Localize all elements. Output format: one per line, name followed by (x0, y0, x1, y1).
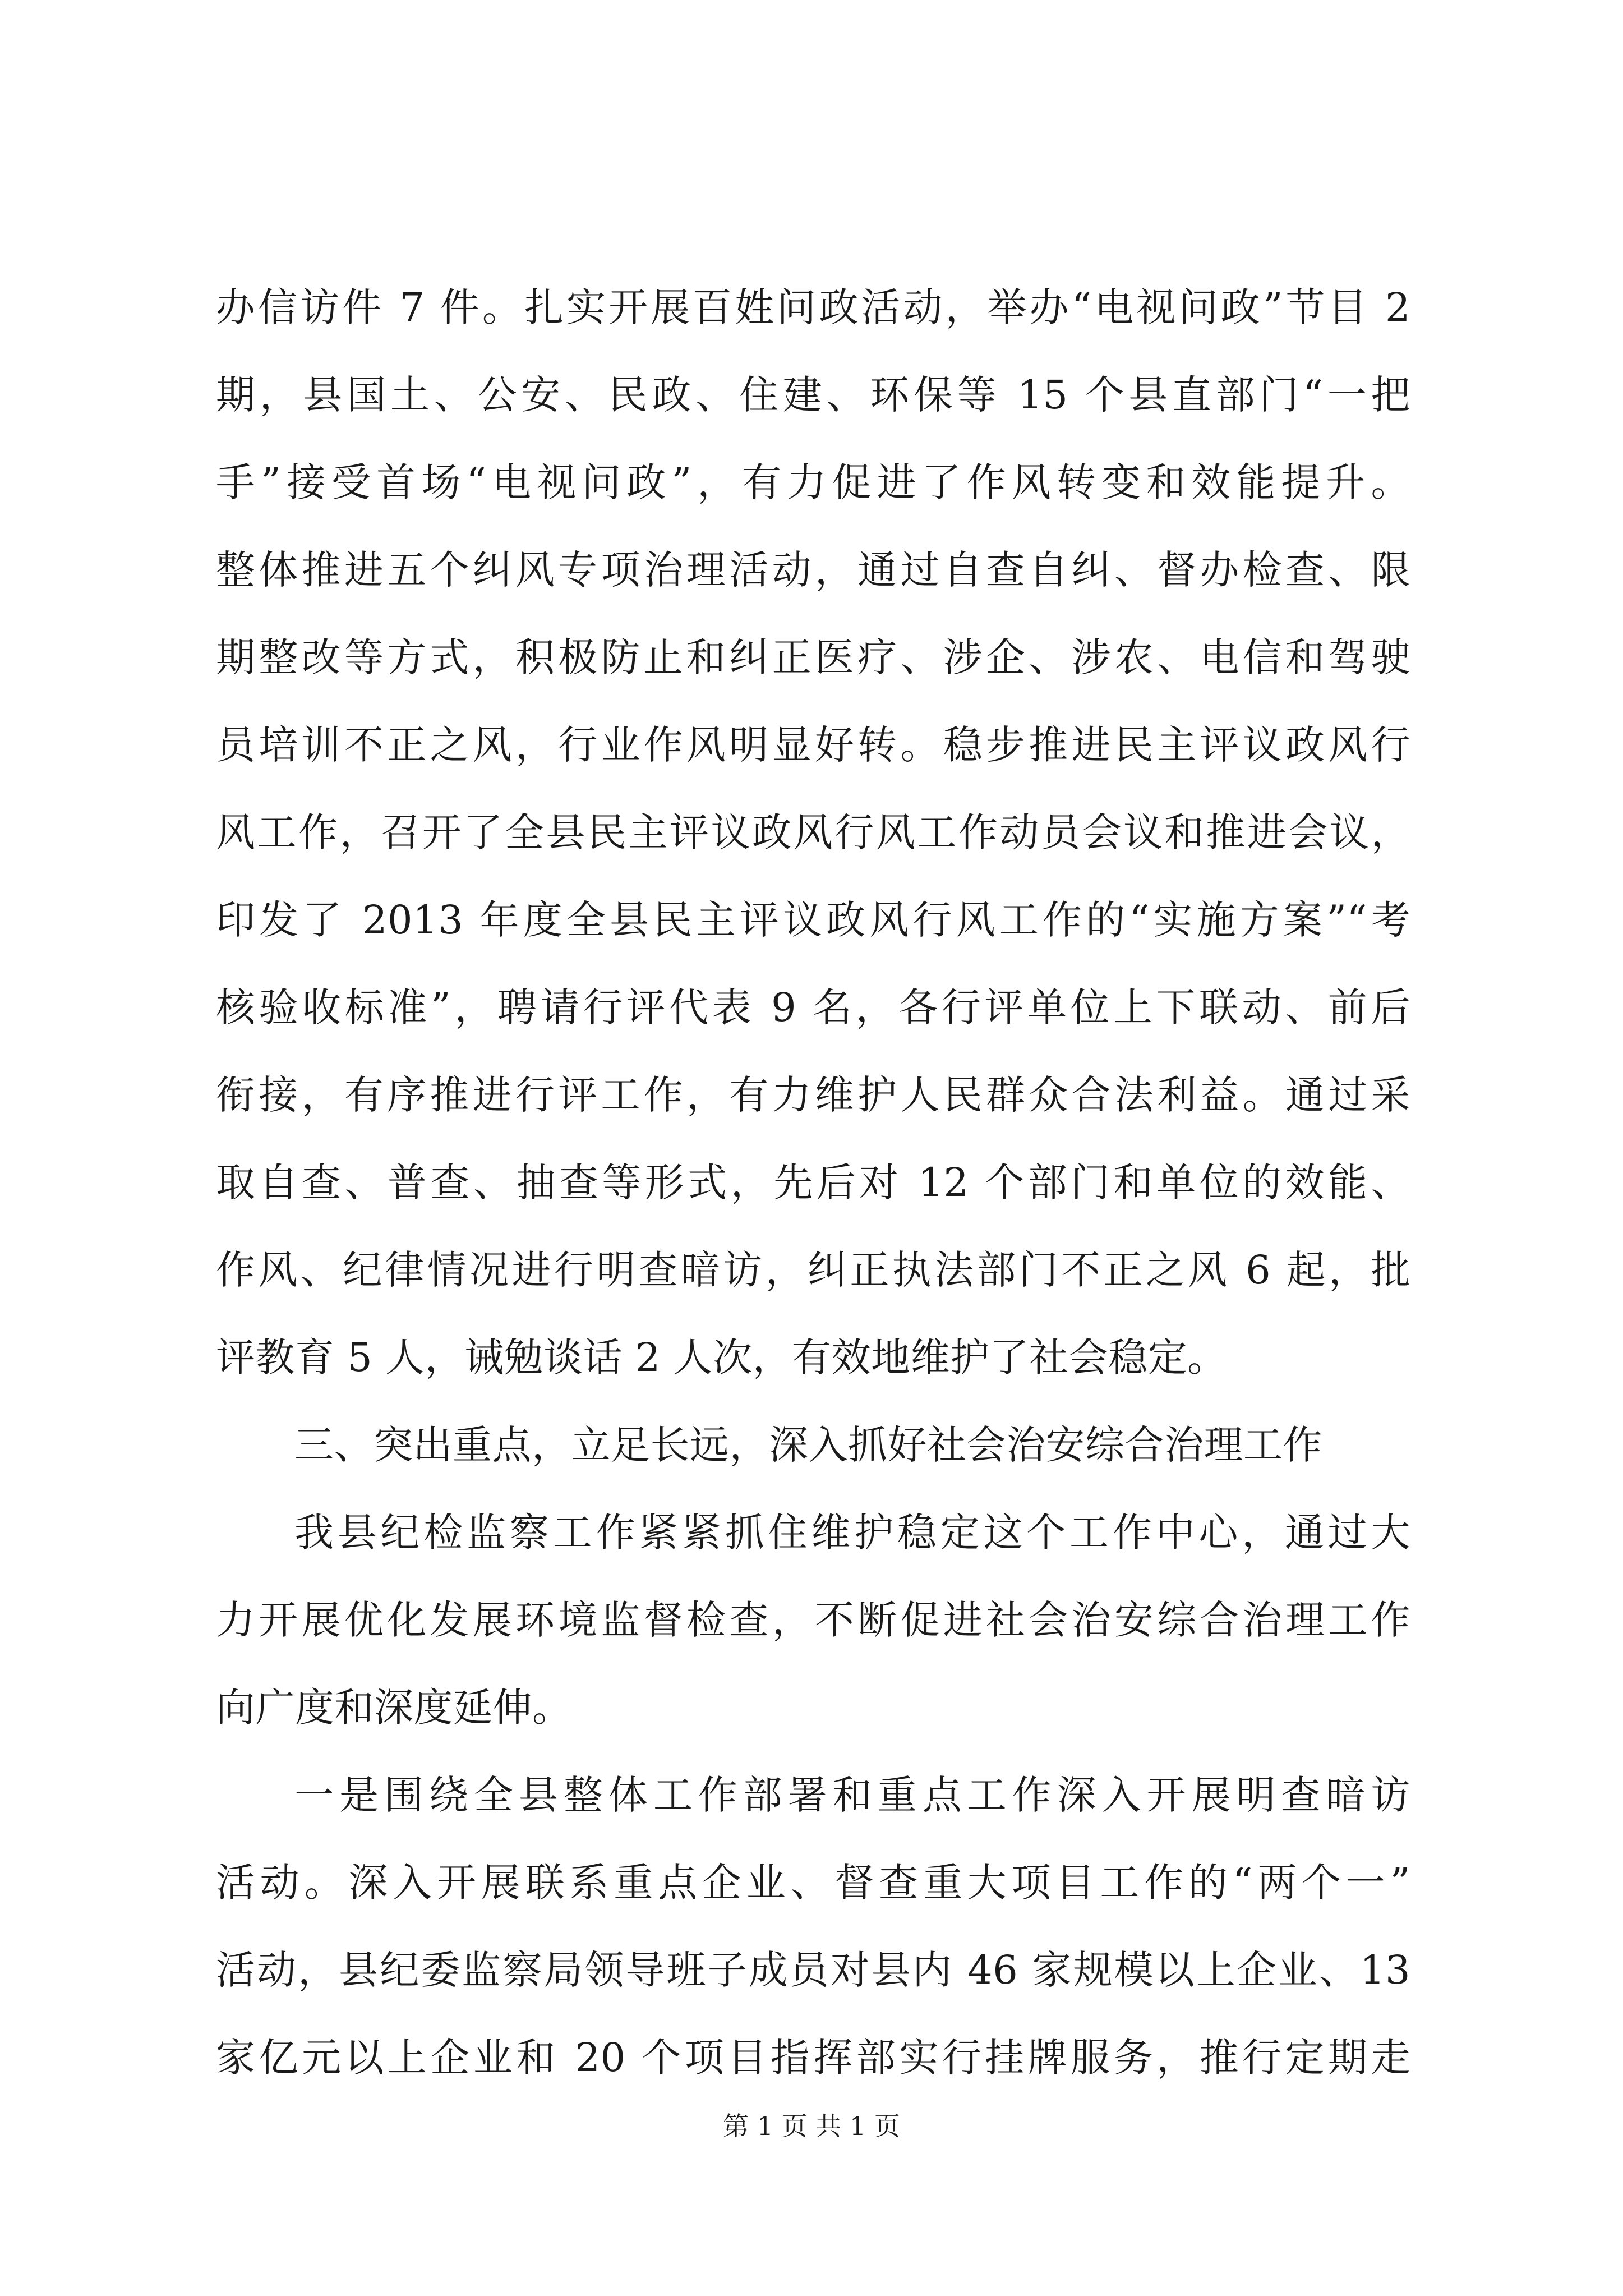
text-line: 手”接受首场“电视问政”，有力促进了作风转变和效能提升。 (216, 459, 1410, 505)
text-line: 活动。深入开展联系重点企业、督查重大项目工作的“两个一” (216, 1860, 1410, 1906)
text-line: 一是围绕全县整体工作部署和重点工作深入开展明查暗访 (294, 1772, 1410, 1818)
text-line: 家亿元以上企业和 20 个项目指挥部实行挂牌服务，推行定期走 (216, 2035, 1410, 2081)
text-line: 衔接，有序推进行评工作，有力维护人民群众合法利益。通过采 (216, 1072, 1410, 1118)
text-line: 力开展优化发展环境监督检查，不断促进社会治安综合治理工作 (216, 1597, 1410, 1643)
text-line: 办信访件 7 件。扎实开展百姓问政活动，举办“电视问政”节目 2 (216, 284, 1410, 330)
text-line: 活动，县纪委监察局领导班子成员对县内 46 家规模以上企业、13 (216, 1947, 1410, 1993)
text-line: 期，县国土、公安、民政、住建、环保等 15 个县直部门“一把 (216, 372, 1410, 418)
text-line: 期整改等方式，积极防止和纠正医疗、涉企、涉农、电信和驾驶 (216, 634, 1410, 680)
text-line: 我县纪检监察工作紧紧抓住维护稳定这个工作中心，通过大 (294, 1510, 1410, 1556)
text-line: 向广度和深度延伸。 (216, 1685, 572, 1731)
body-text (216, 264, 1410, 2101)
text-line: 评教育 5 人，诫勉谈话 2 人次，有效地维护了社会稳定。 (216, 1335, 1227, 1381)
text-line: 作风、纪律情况进行明查暗访，纠正执法部门不正之风 6 起，批 (216, 1247, 1410, 1293)
page-footer: 第 1 页 共 1 页 (723, 2111, 900, 2141)
text-line: 印发了 2013 年度全县民主评议政风行风工作的“实施方案”“考 (216, 897, 1410, 943)
text-line: 整体推进五个纠风专项治理活动，通过自查自纠、督办检查、限 (216, 547, 1410, 593)
text-line: 员培训不正之风，行业作风明显好转。稳步推进民主评议政风行 (216, 722, 1410, 768)
text-line: 风工作，召开了全县民主评议政风行风工作动员会议和推进会议， (216, 809, 1410, 855)
text-line: 核验收标准”，聘请行评代表 9 名，各行评单位上下联动、前后 (216, 984, 1410, 1030)
text-line: 取自查、普查、抽查等形式，先后对 12 个部门和单位的效能、 (216, 1159, 1410, 1205)
section-heading: 三、突出重点，立足长远，深入抓好社会治安综合治理工作 (294, 1422, 1322, 1468)
